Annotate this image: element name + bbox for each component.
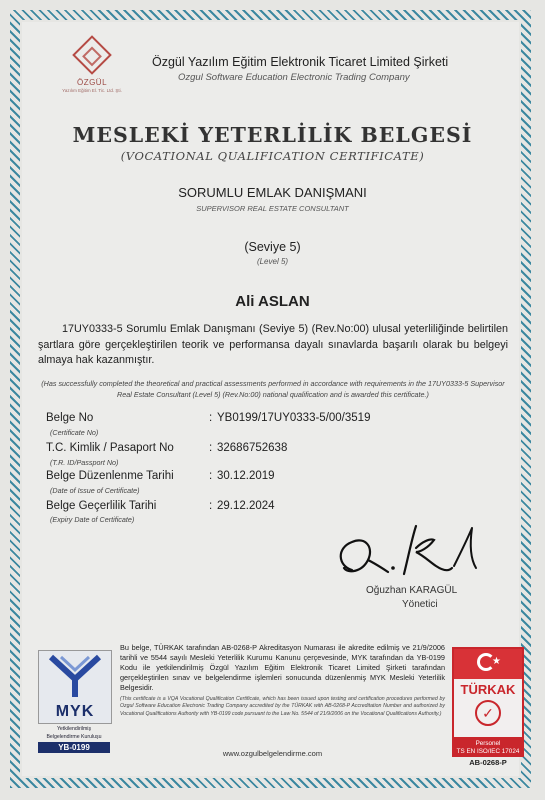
myk-emblem-icon (39, 651, 111, 701)
field-label-id-no: T.C. Kimlik / Pasaport No (46, 442, 174, 454)
statement-en: (Has successfully completed the theoretical and practical assessments performed in accordance with requirements in the 17UY0333-5 Supervisor Real Estate Consultant (Level 5) (Rev.No:00) national qualification and is awarded this certificate.) (41, 379, 505, 399)
checkmark-icon: ✓ (475, 700, 501, 726)
field-label-issue-date: Belge Düzenlenme Tarihi (46, 470, 174, 482)
field-value-id-no: 32686752638 (217, 442, 288, 454)
qualification-tr: SORUMLU EMLAK DANIŞMANI (178, 185, 367, 200)
signature-image (330, 518, 490, 588)
field-colon: : (209, 412, 213, 424)
certificate-subtitle: (VOCATIONAL QUALIFICATION CERTIFICATE) (120, 149, 425, 163)
issuer-name-en: Ozgul Software Education Electronic Trading Company (178, 72, 410, 83)
statement-tr: 17UY0333-5 Sorumlu Emlak Danışmanı (Seviye 5) (Rev.No:00) ulusal yeterliliğinde belirtilen şartlara göre gerçekleştirilen teorik ve performansa dayalı sınavlarda başarılı olarak bu belgeyi almaya hak kazanmıştır. (38, 323, 508, 366)
turkak-flag (454, 649, 522, 679)
qualification-en: SUPERVISOR REAL ESTATE CONSULTANT (196, 204, 349, 213)
level-tr: (Seviye 5) (244, 240, 301, 254)
myk-sub-line2: Belgelendirme Kuruluşu (46, 734, 102, 740)
field-value-expiry-date: 29.12.2024 (217, 500, 275, 512)
myk-logo-box (38, 650, 112, 724)
issuer-logo (62, 37, 122, 95)
myk-code: YB-0199 (38, 742, 110, 753)
myk-logo (38, 650, 110, 760)
turkak-logo (452, 647, 524, 765)
signatory-role: Yönetici (402, 599, 438, 610)
turkak-code: AB-0268-P (469, 758, 507, 767)
footer-text-en: (This certificate is a VQA Vocational Qualification Certificate, which has been issued upon testing and certification procedures performed by Ozgul Software Education Electronic Trading Company accredited by the TÜRKAK with AB-0268-P Accreditation Number and authorized by Vocational Qualifications Authority with YB-0199 code pursuant to the Law No. 5544 of 21/9/2006 on the Vocational Qualifications Authority.) (120, 696, 445, 717)
field-sub-id-no: (T.R. ID/Passport No) (50, 458, 119, 467)
website-link[interactable]: www.ozgulbelgelendirme.com (222, 749, 323, 758)
field-value-issue-date: 30.12.2019 (217, 470, 275, 482)
field-sub-issue-date: (Date of Issue of Certificate) (50, 486, 140, 495)
issuer-name-tr: Özgül Yazılım Eğitim Elektronik Ticaret Limited Şirketi (152, 55, 449, 69)
issuer-logo-name: ÖZGÜL (76, 78, 108, 87)
footer-text-tr: Bu belge, TÜRKAK tarafından AB-0268-P Akreditasyon Numarası ile akredite edilmiş ve 21/9/2006 tarihli ve 5544 sayılı Mesleki Yeterlilik Kurumu Kanunu çerçevesinde, MYK tarafından da YB-0199 Kodu ile yetkilendirilmiş Özgül Yazılım Eğitim Elektronik Ticaret Limited Şirketi tarafından gerçekleştirilen sınav ve belgelendirme işlemleri sonucunda düzenlenmiş MYK Mesleki Yeterlilik Belgesidir. (120, 643, 445, 692)
turkak-logo-box (452, 647, 524, 739)
field-sub-certificate-no: (Certificate No) (50, 428, 99, 437)
turkak-band-line2: TS EN ISO/IEC 17024 (456, 748, 520, 755)
issuer-logo-mark-icon (72, 35, 112, 75)
level-en: (Level 5) (256, 257, 289, 266)
star-icon: ★ (492, 656, 501, 667)
signatory-name: Oğuzhan KARAGÜL (366, 585, 458, 596)
turkak-band-line1: Personel (475, 740, 501, 747)
field-label-expiry-date: Belge Geçerlilik Tarihi (46, 500, 157, 512)
field-sub-expiry-date: (Expiry Date of Certificate) (50, 515, 135, 524)
field-colon: : (209, 500, 213, 512)
field-label-certificate-no: Belge No (46, 412, 94, 424)
myk-label: MYK (55, 703, 95, 720)
certificate-title: MESLEKİ YETERLİLİK BELGESİ (72, 123, 473, 147)
field-value-certificate-no: YB0199/17UY0333-5/00/3519 (217, 412, 371, 424)
holder-name: Ali ASLAN (235, 293, 310, 310)
turkak-word: TÜRKAK (460, 682, 516, 697)
myk-sub-line1: Yetkilendirilmiş (56, 726, 92, 732)
field-colon: : (209, 470, 213, 482)
issuer-logo-sub: Yazılım Eğitim El. Tic. Ltd. Şti. (62, 88, 122, 93)
field-colon: : (209, 442, 213, 454)
